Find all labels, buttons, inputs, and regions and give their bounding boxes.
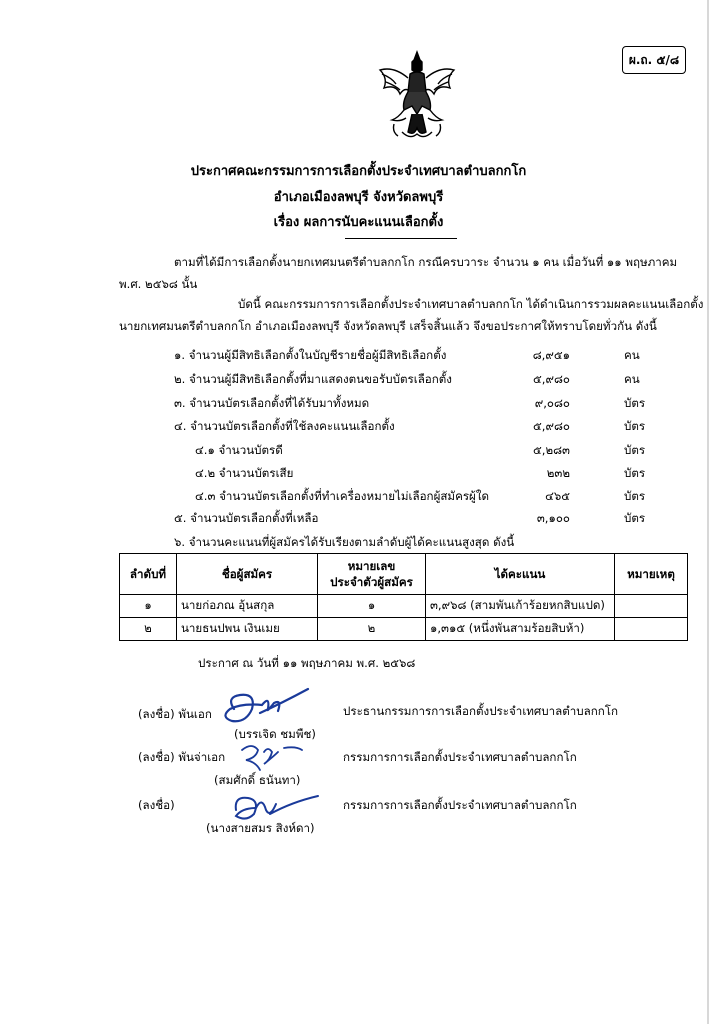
header-subject: เรื่อง ผลการนับคะแนนเลือกตั้ง (273, 215, 444, 230)
signature-3-prefix: (ลงชื่อ) (138, 798, 175, 812)
item-eligible-voters-unit: คน (624, 348, 640, 362)
item-ballots-remaining-unit: บัตร (624, 511, 646, 525)
garuda-emblem-icon (374, 48, 460, 144)
item-ballots-used-label: ๔. จำนวนบัตรเลือกตั้งที่ใช้ลงคะแนนเลือกตั้ง (174, 419, 395, 433)
row-2-score: ๑,๓๑๕ (หนึ่งพันสามร้อยสิบห้า) (426, 618, 615, 641)
item-valid-ballots-unit: บัตร (624, 443, 646, 457)
item-valid-ballots-value: ๕,๒๘๓ (533, 443, 570, 457)
item-voters-turnout-unit: คน (624, 372, 640, 386)
intro-para-1-line-1: ตามที่ได้มีการเลือกตั้งนายกเทศมนตรีตำบลกกโก กรณีครบวาระ จำนวน ๑ คน เมื่อวันที่ ๑๑ พฤษภาคม (174, 255, 678, 269)
intro-para-2-line-2: นายกเทศมนตรีตำบลกกโก อำเภอเมืองลพบุรี จังหวัดลพบุรี เสร็จสิ้นแล้ว จึงขอประกาศให้ทราบโดยทั่วกัน ดังนี้ (119, 319, 657, 333)
signature-2-prefix: (ลงชื่อ) พันจ่าเอก (138, 750, 226, 764)
row-2-note (615, 618, 688, 641)
item-ballots-remaining-value: ๓,๑๐๐ (536, 511, 570, 525)
header-line-2: อำเภอเมืองลพบุรี จังหวัดลพบุรี (273, 190, 444, 205)
row-1-name: นายก่อภณ อุ้นสกุล (177, 595, 318, 618)
item-no-vote-ballots-unit: บัตร (624, 489, 646, 503)
col-name-header: ชื่อผู้สมัคร (177, 554, 318, 595)
signature-1-prefix: (ลงชื่อ) พันเอก (138, 707, 212, 721)
intro-para-2-line-1: บัดนี้ คณะกรรมการการเลือกตั้งประจำเทศบาลตำบลกกโก ได้ดำเนินการรวมผลคะแนนเลือกตั้ง (238, 297, 704, 311)
col-number-header-line-2: ประจำตัวผู้สมัคร (330, 575, 413, 589)
row-1-number: ๑ (318, 595, 426, 618)
col-note-header: หมายเหตุ (615, 554, 688, 595)
table-row (120, 595, 688, 618)
item-ballots-received-unit: บัตร (624, 396, 646, 410)
item-ballots-remaining-label: ๕. จำนวนบัตรเลือกตั้งที่เหลือ (174, 511, 319, 525)
item-valid-ballots-label: ๔.๑ จำนวนบัตรดี (195, 443, 283, 457)
item-candidate-scores-label: ๖. จำนวนคะแนนที่ผู้สมัครได้รับเรียงตามลำดับผู้ได้คะแนนสูงสุด ดังนี้ (174, 535, 515, 549)
signature-3-name: (นางสายสมร สิงห์ดา) (206, 821, 315, 835)
item-invalid-ballots-value: ๒๓๒ (546, 466, 570, 480)
header-line-1: ประกาศคณะกรรมการการเลือกตั้งประจำเทศบาลตำบลกกโก (190, 164, 527, 179)
row-2-name: นายธนปพน เงินเมย (177, 618, 318, 641)
item-ballots-received-value: ๙,๐๘๐ (534, 396, 570, 410)
intro-para-1-line-2: พ.ศ. ๒๕๖๘ นั้น (119, 277, 198, 291)
item-no-vote-ballots-label: ๔.๓ จำนวนบัตรเลือกตั้งที่ทำเครื่องหมายไม่เลือกผู้สมัครผู้ใด (195, 489, 490, 503)
item-ballots-used-unit: บัตร (624, 419, 646, 433)
row-2-rank: ๒ (120, 618, 177, 641)
results-table (119, 553, 688, 641)
item-ballots-used-value: ๕,๙๘๐ (533, 419, 570, 433)
item-invalid-ballots-label: ๔.๒ จำนวนบัตรเสีย (195, 466, 294, 480)
signature-2-name: (สมศักดิ์ ธนันทา) (214, 773, 301, 787)
item-no-vote-ballots-value: ๔๖๕ (545, 489, 570, 503)
row-2-number: ๒ (318, 618, 426, 641)
results-table-header-row (120, 554, 688, 595)
signature-1-title: ประธานกรรมการการเลือกตั้งประจำเทศบาลตำบลกกโก (343, 704, 619, 718)
item-eligible-voters-value: ๘,๙๕๑ (532, 348, 570, 362)
signature-3-title: กรรมการการเลือกตั้งประจำเทศบาลตำบลกกโก (343, 798, 577, 812)
col-score-header: ได้คะแนน (426, 554, 615, 595)
announce-date: ประกาศ ณ วันที่ ๑๑ พฤษภาคม พ.ศ. ๒๕๖๘ (198, 656, 416, 670)
header-divider (345, 238, 457, 239)
form-number-box: ผ.ถ. ๕/๘ (622, 46, 686, 74)
signature-1-name: (บรรเจิด ชมพืช) (234, 727, 316, 741)
row-1-rank: ๑ (120, 595, 177, 618)
table-row (120, 618, 688, 641)
page-edge (707, 0, 709, 1024)
item-eligible-voters-label: ๑. จำนวนผู้มีสิทธิเลือกตั้งในบัญชีรายชื่อผู้มีสิทธิเลือกตั้ง (174, 348, 447, 362)
item-invalid-ballots-unit: บัตร (624, 466, 646, 480)
item-ballots-received-label: ๓. จำนวนบัตรเลือกตั้งที่ได้รับมาทั้งหมด (174, 396, 370, 410)
col-rank-header: ลำดับที่ (120, 554, 177, 595)
signature-2-title: กรรมการการเลือกตั้งประจำเทศบาลตำบลกกโก (343, 750, 577, 764)
item-voters-turnout-label: ๒. จำนวนผู้มีสิทธิเลือกตั้งที่มาแสดงตนขอรับบัตรเลือกตั้ง (174, 372, 452, 386)
row-1-score: ๓,๙๖๘ (สามพันเก้าร้อยหกสิบแปด) (426, 595, 615, 618)
row-1-note (615, 595, 688, 618)
col-number-header-line-1: หมายเลข (347, 559, 396, 573)
item-voters-turnout-value: ๕,๙๘๐ (533, 372, 570, 386)
col-number-header (318, 554, 426, 595)
